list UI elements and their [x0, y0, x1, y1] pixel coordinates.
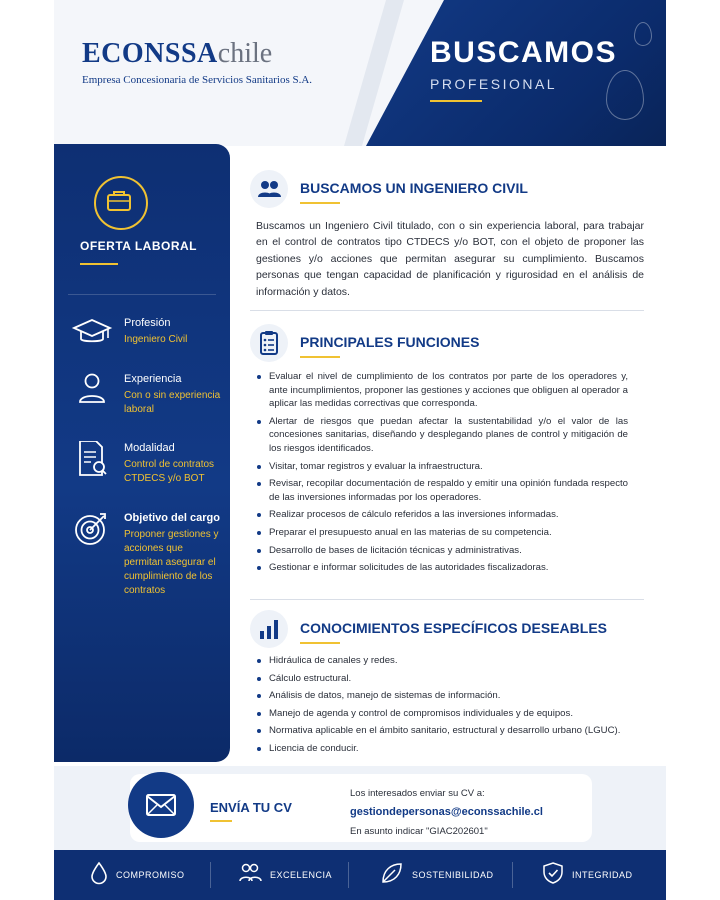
list-item: Normativa aplicable en el ámbito sanitario, estructural y desarrollo urbano (LGUC). — [256, 724, 628, 738]
value-label: COMPROMISO — [116, 870, 185, 880]
list-item: Realizar procesos de cálculo referidos a las inversiones informadas. — [256, 508, 628, 522]
brand-name-light: chile — [217, 38, 273, 69]
section-title-prefix: BUSCAMOS UN — [300, 180, 406, 196]
send-cv-subject: En asunto indicar "GIAC202601" — [350, 826, 488, 837]
list-item: Alertar de riesgos que puedan afectar la sustentabilidad y/o el valor de las concesiones sanitarias, diseñando y desplegando planes de control y mitigación de los riesgos identificados. — [256, 415, 628, 456]
footer-separator — [210, 862, 211, 888]
send-cv-band — [54, 766, 666, 850]
section-title-funciones: PRINCIPALES FUNCIONES — [300, 334, 480, 350]
target-icon — [70, 511, 114, 547]
offer-accent-line — [80, 263, 118, 265]
people-icon — [250, 170, 288, 208]
list-item: Evaluar el nivel de cumplimiento de los contratos por parte de los operadores y, ante incumplimientos, proponer las gestiones y acciones que obliguen al operador a aplicar las medidas correctivas que corresponda. — [256, 370, 628, 411]
section-accent-line — [300, 202, 340, 204]
sidebar-item-label: Modalidad — [124, 442, 175, 454]
water-drop-decoration — [634, 22, 652, 46]
section-divider — [250, 599, 644, 600]
list-item: Cálculo estructural. — [256, 672, 628, 686]
clipboard-list-icon — [250, 324, 288, 362]
team-icon — [238, 862, 262, 889]
list-item: Desarrollo de bases de licitación técnicas y administrativas. — [256, 544, 628, 558]
section-title-highlight: INGENIERO CIVIL — [409, 180, 528, 196]
shield-check-icon — [542, 861, 564, 890]
list-item: Visitar, tomar registros y evaluar la infraestructura. — [256, 460, 628, 474]
section-title-buscamos — [300, 180, 528, 196]
bar-chart-icon — [250, 610, 288, 648]
sidebar-item-value: Ingeniero Civil — [124, 334, 188, 345]
sidebar-item-label: Profesión — [124, 317, 171, 329]
sidebar-item-value: Proponer gestiones y acciones que permitan asegurar el cumplimiento de los contratos — [124, 529, 219, 596]
user-icon — [70, 372, 114, 408]
section-title-conocimientos: CONOCIMIENTOS ESPECÍFICOS DESEABLES — [300, 620, 608, 636]
list-item: Licencia de conducir. — [256, 742, 628, 756]
knowledge-list — [256, 654, 628, 756]
job-poster — [54, 0, 666, 900]
graduation-cap-icon — [70, 316, 114, 352]
value-compromiso — [90, 850, 185, 900]
brand-tagline: Empresa Concesionaria de Servicios Sanitarios S.A. — [82, 74, 313, 86]
list-item: Análisis de datos, manejo de sistemas de información. — [256, 689, 628, 703]
sidebar-item-value: Con o sin experiencia laboral — [124, 390, 221, 415]
sidebar-item-label: Experiencia — [124, 373, 182, 385]
brand-name-bold: ECONSSA — [82, 38, 218, 69]
header-accent-line — [430, 100, 482, 102]
sidebar-divider — [68, 294, 216, 295]
send-cv-title: ENVÍA TU CV — [210, 800, 292, 815]
value-label: INTEGRIDAD — [572, 870, 633, 880]
list-item: Hidráulica de canales y redes. — [256, 654, 628, 668]
list-item: Gestionar e informar solicitudes de las autoridades fiscalizadoras. — [256, 561, 628, 575]
header — [54, 0, 666, 146]
send-cv-email-link[interactable]: gestiondepersonas@econssachile.cl — [350, 806, 543, 818]
water-drop-icon — [90, 861, 108, 890]
footer-separator — [348, 862, 349, 888]
section-accent-line — [300, 356, 340, 358]
sidebar-item-value: Control de contratos CTDECS y/o BOT — [124, 459, 215, 484]
document-search-icon — [70, 441, 114, 477]
list-item: Manejo de agenda y control de compromisos individuales y de equipos. — [256, 707, 628, 721]
sidebar-item-label: Objetivo del cargo — [124, 512, 220, 524]
value-label: SOSTENIBILIDAD — [412, 870, 494, 880]
water-drop-decoration — [606, 70, 644, 120]
header-title: BUSCAMOS — [430, 36, 618, 69]
send-cv-instructions: Los interesados enviar su CV a: — [350, 788, 485, 799]
section-paragraph: Buscamos un Ingeniero Civil titulado, con o sin experiencia laboral, para trabajar en el control de contratos tipo CTDECS y/o BOT, con el objeto de proponer las gestiones y/o acciones que permitan asegurar su cumplimiento. Buscamos personas que tengan capacidad de planificación y rigurosidad en el análisis de información y datos. — [256, 220, 644, 298]
footer-values — [54, 850, 666, 900]
header-subtitle: PROFESIONAL — [430, 76, 558, 92]
envelope-icon — [128, 772, 194, 838]
header-blue-panel — [366, 0, 666, 146]
footer-separator — [512, 862, 513, 888]
section-divider — [250, 310, 644, 311]
value-integridad — [542, 850, 633, 900]
offer-title: OFERTA LABORAL — [80, 239, 197, 253]
sidebar-offer — [54, 144, 230, 762]
section-accent-line — [300, 642, 340, 644]
send-cv-card — [130, 774, 592, 842]
briefcase-icon — [94, 176, 148, 230]
send-cv-accent-line — [210, 820, 232, 822]
list-item: Preparar el presupuesto anual en las materias de su competencia. — [256, 526, 628, 540]
leaf-icon — [380, 861, 404, 890]
list-item: Revisar, recopilar documentación de respaldo y emitir una opinión fundada respecto de las inversiones informadas por los operadores. — [256, 477, 628, 504]
brand-logo — [82, 38, 272, 70]
value-label: EXCELENCIA — [270, 870, 333, 880]
functions-list — [256, 370, 628, 575]
value-excelencia — [238, 850, 332, 900]
value-sostenibilidad — [380, 850, 494, 900]
